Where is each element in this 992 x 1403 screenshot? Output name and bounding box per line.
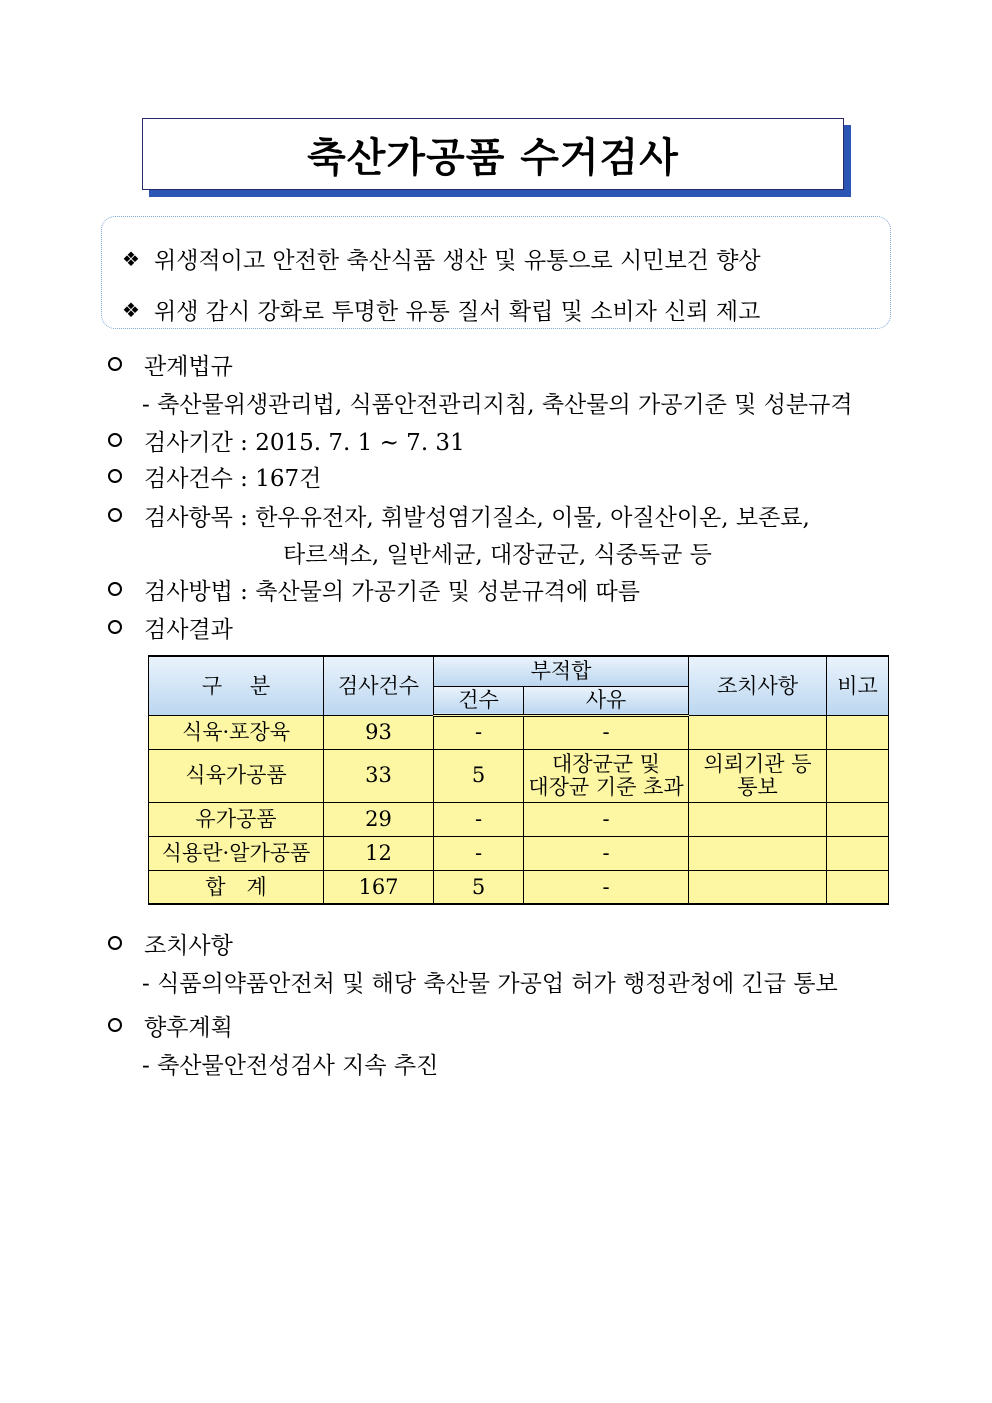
cell-action — [689, 802, 827, 836]
cell-nc-count: - — [434, 715, 524, 749]
cell-nc-reason: - — [524, 715, 689, 749]
circle-bullet-icon — [108, 469, 122, 483]
section-period — [108, 424, 465, 456]
table-header-row — [149, 656, 889, 686]
cell-inspected: 93 — [324, 715, 434, 749]
cell-category: 식육·포장육 — [149, 715, 324, 749]
header-action: 조치사항 — [689, 656, 827, 715]
header-nonconform: 부적합 — [434, 656, 689, 686]
table-row — [149, 715, 889, 749]
cell-note — [827, 802, 889, 836]
section-count — [108, 460, 321, 492]
header-nc-count: 건수 — [434, 686, 524, 715]
cell-category: 합 계 — [149, 870, 324, 904]
title-box — [142, 118, 844, 190]
circle-bullet-icon — [108, 357, 122, 371]
summary-item — [122, 284, 890, 335]
section-period-text: 검사기간 : 2015. 7. 1 ~ 7. 31 — [144, 429, 465, 456]
table-row — [149, 749, 889, 802]
cell-note — [827, 836, 889, 870]
section-plan-title: 향후계획 — [144, 1014, 233, 1041]
header-nc-reason: 사유 — [524, 686, 689, 715]
cell-action — [689, 870, 827, 904]
page-title: 축산가공품 수거검사 — [307, 134, 679, 181]
cell-nc-count: 5 — [434, 749, 524, 802]
cell-action: 의뢰기관 등 통보 — [689, 749, 827, 802]
cell-nc-count: - — [434, 802, 524, 836]
diamond-bullet-icon: ❖ — [122, 297, 140, 322]
section-count-text: 검사건수 : 167건 — [144, 465, 322, 492]
section-plan-detail: - 축산물안전성검사 지속 추진 — [142, 1052, 439, 1079]
section-result-title: 검사결과 — [144, 616, 233, 643]
header-note: 비고 — [827, 656, 889, 715]
section-action-title: 조치사항 — [144, 932, 233, 959]
cell-category: 유가공품 — [149, 802, 324, 836]
cell-note — [827, 715, 889, 749]
table-row — [149, 836, 889, 870]
summary-text: 위생 감시 강화로 투명한 유통 질서 확립 및 소비자 신뢰 제고 — [154, 299, 761, 325]
cell-category: 식육가공품 — [149, 749, 324, 802]
header-inspected: 검사건수 — [324, 656, 434, 715]
circle-bullet-icon — [108, 582, 122, 596]
cell-note — [827, 749, 889, 802]
section-law-title: 관계법규 — [144, 353, 233, 380]
circle-bullet-icon — [108, 508, 122, 522]
cell-nc-reason: - — [524, 802, 689, 836]
summary-item — [122, 233, 890, 284]
circle-bullet-icon — [108, 620, 122, 634]
cell-inspected: 12 — [324, 836, 434, 870]
cell-inspected: 167 — [324, 870, 434, 904]
cell-action — [689, 715, 827, 749]
section-action-detail: - 식품의약품안전처 및 해당 축산물 가공업 허가 행정관청에 긴급 통보 — [142, 970, 838, 997]
cell-inspected: 33 — [324, 749, 434, 802]
diamond-bullet-icon: ❖ — [122, 246, 140, 271]
summary-box — [101, 216, 891, 329]
section-result — [108, 611, 233, 643]
cell-nc-count: - — [434, 836, 524, 870]
results-table — [148, 655, 889, 905]
section-plan — [108, 1009, 233, 1041]
circle-bullet-icon — [108, 433, 122, 447]
cell-nc-reason: - — [524, 836, 689, 870]
section-law-detail: - 축산물위생관리법, 식품안전관리지침, 축산물의 가공기준 및 성분규격 — [142, 391, 853, 418]
table-row — [149, 802, 889, 836]
section-items-continued: 타르색소, 일반세균, 대장균군, 식중독균 등 — [283, 541, 712, 568]
table-row-total — [149, 870, 889, 904]
cell-category: 식용란·알가공품 — [149, 836, 324, 870]
cell-nc-reason: - — [524, 870, 689, 904]
section-items — [108, 499, 810, 531]
circle-bullet-icon — [108, 936, 122, 950]
summary-text: 위생적이고 안전한 축산식품 생산 및 유통으로 시민보건 향상 — [154, 248, 761, 274]
header-category: 구 분 — [149, 656, 324, 715]
section-method-text: 검사방법 : 축산물의 가공기준 및 성분규격에 따름 — [144, 578, 640, 605]
cell-nc-count: 5 — [434, 870, 524, 904]
section-action — [108, 927, 233, 959]
circle-bullet-icon — [108, 1018, 122, 1032]
cell-action — [689, 836, 827, 870]
cell-note — [827, 870, 889, 904]
cell-nc-reason: 대장균군 및 대장균 기준 초과 — [524, 749, 689, 802]
section-method — [108, 573, 640, 605]
cell-inspected: 29 — [324, 802, 434, 836]
section-items-text: 검사항목 : 한우유전자, 휘발성염기질소, 이물, 아질산이온, 보존료, — [144, 504, 810, 531]
section-law — [108, 348, 233, 380]
